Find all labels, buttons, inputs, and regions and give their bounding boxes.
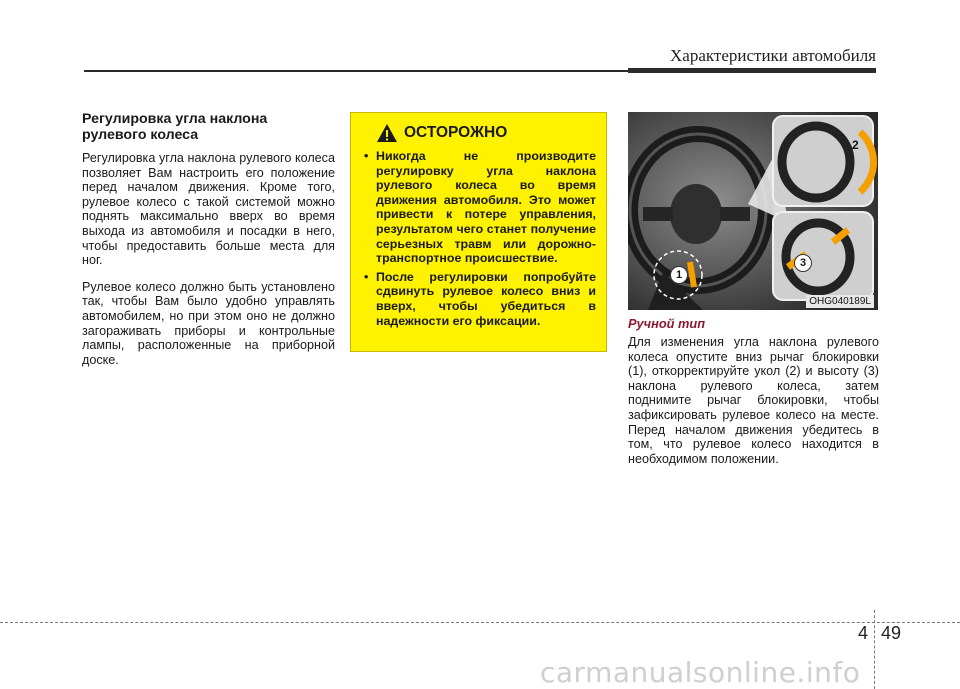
right-column [628, 316, 879, 478]
footer-rule [0, 622, 960, 623]
left-column [82, 111, 335, 379]
position-paragraph: Рулевое колесо должно быть установлено так, чтобы Вам было удобно управлять автомобилем, но при этом оно не должно загораживать приборы и контрольные лампы, расположенные на приборной доске. [82, 279, 335, 367]
manual-type-subheading: Ручной тип [628, 316, 706, 331]
warning-box [350, 112, 607, 352]
warning-list [361, 149, 596, 328]
header-rule-accent [628, 68, 876, 73]
steering-figure [628, 112, 878, 310]
header-title: Характеристики автомобиля [670, 46, 876, 65]
warning-header [376, 123, 596, 143]
callout-1: 1 [670, 266, 688, 284]
section-heading: Регулировка угла наклона рулевого колеса [82, 111, 268, 143]
watermark: carmanualsonline.info [540, 656, 861, 689]
manual-type-paragraph: Для изменения угла наклона рулевого колеса опустите вниз рычаг блокировки (1), откорректируйте укол (2) и высоту (3) наклона рулевого колеса, затем поднимите рычаг блокировки, чтобы зафиксировать рулевое колесо на месте. Перед началом движения убедитесь в том, что рулевое колесо находится в необходимом положении. [628, 335, 879, 466]
warning-item: • Никогда не производите регулировку угла наклона рулевого колеса во время движения автомобиля. Это может привести к потере управления, результатом чего станет получение серьезных травм или дорожно-транспортное происшествие. [361, 149, 596, 266]
intro-paragraph: Регулировка угла наклона рулевого колеса позволяет Вам настроить его положение перед началом движения. Кроме того, рулевое колесо с такой системой можно поднять максимально вверх во время выхода из автомобиля и посадки в него, чтобы предоставить больше места для ног. [82, 151, 335, 268]
page-number: 49 [881, 623, 902, 643]
callout-3: 3 [794, 254, 812, 272]
steering-wheel-illustration [628, 112, 878, 310]
warning-title: ОСТОРОЖНО [404, 124, 508, 141]
callout-2: 2 [852, 138, 859, 152]
page-divider [874, 610, 875, 689]
chapter-number: 4 [858, 623, 869, 643]
warning-triangle-icon [376, 123, 398, 143]
warning-item: • После регулировки попробуйте сдвинуть рулевое колесо вниз и вверх, чтобы убедиться в надежности его фиксации. [361, 270, 596, 328]
figure-code: OHG040189L [806, 295, 874, 308]
